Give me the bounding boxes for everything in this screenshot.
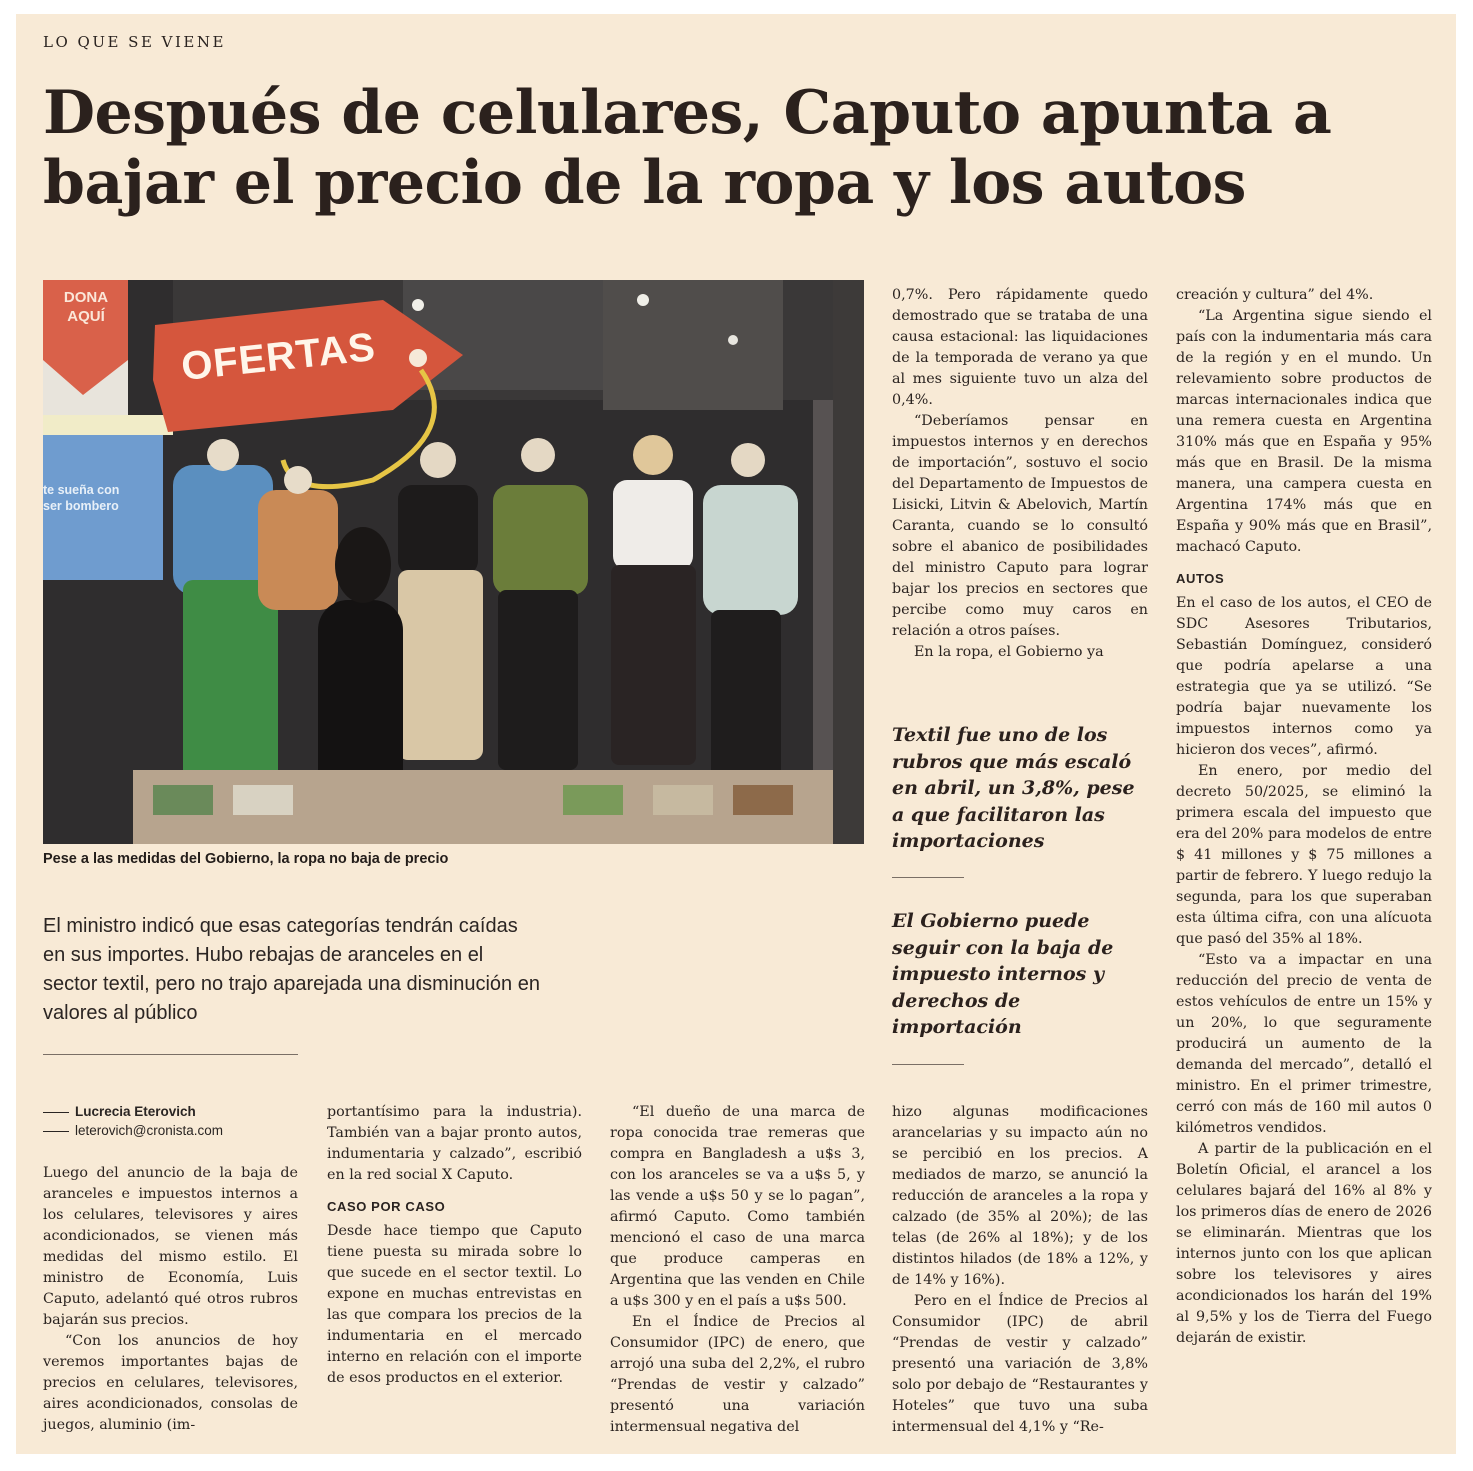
col4-paragraph-3: En la ropa, el Gobierno ya (914, 644, 1104, 660)
pull-quote-2: El Gobierno puede seguir con la baja de impuesto internos y derechos de importación (892, 910, 1114, 1038)
section-tag: LO QUE SE VIENE (43, 33, 226, 51)
byline-dash (43, 1131, 69, 1132)
col5-paragraph-3: En el caso de los autos, el CEO de SDC Asesores Tributarios, Sebastián Domínguez, consideró que podría apelarse a una estrategia que ya se utilizó. “Se podría bajar nuevamente los impuestos internos como ya hicieron dos veces”, afirmó. (1176, 595, 1432, 758)
article-column-4-top (892, 285, 1148, 663)
col5-paragraph-2: “La Argentina sigue siendo el país con la indumentaria más cara de la región y en el mundo. Un relevamiento sobre productos de marcas internacionales indica que una remera cuesta en Argentina 310% más que en España y 95% más que en Brasil. De la misma manera, una campera cuesta en Argentina 174% más que en España y 90% más que en Brasil”, machacó Caputo. (1176, 308, 1432, 555)
article-column-3 (610, 1102, 865, 1438)
byline-dash (43, 1112, 69, 1113)
headline (43, 78, 1343, 218)
back-poster-line-1: te sueña con (43, 483, 120, 497)
article-column-2 (327, 1102, 582, 1389)
dona-aqui-sign (51, 288, 121, 326)
col5-paragraph-1: creación y cultura” del 4%. (1176, 287, 1374, 303)
col1-paragraph-2: “Con los anuncios de hoy veremos importantes bajas de precios en celulares, televisores, aires acondicionados, consolas de juegos, aluminio (im- (43, 1333, 298, 1433)
dona-sign-line-2: AQUÍ (67, 308, 105, 325)
subhead-autos: AUTOS (1176, 571, 1225, 586)
byline-email[interactable]: leterovich@cronista.com (75, 1123, 224, 1138)
deck-divider (43, 1054, 298, 1055)
col4b-paragraph-1: hizo algunas modificaciones arancelarias y su impacto aún no se percibió en los precios. A mediados de marzo, se anunció la reducción de aranceles a la ropa y calzado (de 35% al 20%); de las telas (de 26% al 18%); y de los distintos hilados (de 18% a 12%, y de 14% y 16%). (892, 1104, 1148, 1288)
pull-quote-1: Textil fue uno de los rubros que más escaló en abril, un 3,8%, pese a que facilitaron las importaciones (892, 724, 1135, 852)
subhead-caso-por-caso: CASO POR CASO (327, 1199, 446, 1214)
headline-line-1: Después de celulares, Caputo apunta a (43, 78, 1332, 148)
col5-paragraph-4: En enero, por medio del decreto 50/2025, se eliminó la primera escala del impuesto que era del 20% para modelos de entre $ 41 millones y $ 75 millones a partir de febrero. Y luego redujo la segunda, para los que superaban esta última cifra, con una alícuota que pasó del 35% al 18%. (1176, 763, 1432, 947)
col5-paragraph-6: A partir de la publicación en el Boletín Oficial, el arancel a los celulares bajará del 16% al 8% y los primeros días de enero de 2026 se eliminarán. Mientras que los internos junto con los que aplican sobre los televisores y aires acondicionados los harán del 19% al 9,5% y los de Tierra del Fuego dejarán de existir. (1176, 1141, 1432, 1346)
article-column-5 (1176, 285, 1432, 1349)
byline-author: Lucrecia Eterovich (75, 1104, 196, 1119)
ofertas-sign: OFERTAS (179, 324, 378, 390)
byline-author-row (43, 1104, 223, 1119)
byline (43, 1104, 223, 1138)
article-column-4-bottom (892, 1102, 1148, 1438)
col3-paragraph-1: “El dueño de una marca de ropa conocida trae remeras que compra en Bangladesh a u$s 3, con los aranceles se va a u$s 5, y las vende a u$s 50 y se lo pagan”, afirmó Caputo. Como también mencionó el caso de una marca que produce camperas en Argentina que las venden en Chile a u$s 300 y en el país a u$s 500. (610, 1104, 865, 1309)
dona-sign-line-1: DONA (63, 289, 109, 306)
deck-summary: El ministro indicó que esas categorías tendrán caídas en sus importes. Hubo rebajas de aranceles en el sector textil, pero no trajo aparejada una disminución en valores al público (43, 915, 540, 1024)
col5-paragraph-5: “Esto va a impactar en una reducción del precio de venta de estos vehículos de entre un 15% y un 20%, lo que seguramente producirá un aumento de la demanda del mercado”, detalló el ministro. En el primer trimestre, cerró con más de 160 mil autos 0 kilómetros vendidos. (1176, 952, 1432, 1136)
pull-quote-divider-1 (892, 877, 964, 878)
photo-caption: Pese a las medidas del Gobierno, la ropa no baja de precio (43, 851, 449, 867)
back-poster-text (43, 482, 161, 514)
col1-paragraph-1: Luego del anuncio de la baja de aranceles e impuestos internos a los celulares, televisores y aires acondicionados, se vienen más medidas del mismo estilo. El ministro de Economía, Luis Caputo, adelantó qué otros rubros bajarán sus precios. (43, 1165, 298, 1328)
col2-paragraph-2: Desde hace tiempo que Caputo tiene puesta su mirada sobre lo que sucede en el sector textil. Lo expone en muchas entrevistas en las que compara los precios de la indumentaria en el mercado interno en relación con el importe de esos productos en el exterior. (327, 1223, 582, 1386)
col4b-paragraph-2: Pero en el Índice de Precios al Consumidor (IPC) de abril “Prendas de vestir y calzado” presentó una variación de 3,8% solo por debajo de “Restaurantes y Hoteles” que tuvo una suba intermensual del 4,1% y “Re- (892, 1293, 1148, 1435)
article-column-1 (43, 1163, 298, 1436)
shop-window-photo (43, 280, 864, 844)
col3-paragraph-2: En el Índice de Precios al Consumidor (IPC) de enero, que arrojó una suba del 2,2%, el rubro “Prendas de vestir y calzado” presentó una variación intermensual negativa del (610, 1314, 865, 1435)
col2-paragraph-1: portantísimo para la industria). También van a bajar pronto autos, indumentaria y calzado”, escribió en la red social X Caputo. (327, 1104, 582, 1183)
headline-line-2: bajar el precio de la ropa y los autos (43, 148, 1246, 218)
back-poster-line-2: ser bombero (43, 499, 119, 513)
pull-quote-divider-2 (892, 1064, 964, 1065)
col4-paragraph-1: 0,7%. Pero rápidamente quedo demostrado que se trataba de una causa estacional: las liquidaciones de la temporada de verano ya que al mes siguiente tuvo un alza del 0,4%. (892, 287, 1148, 408)
col4-paragraph-2: “Deberíamos pensar en impuestos internos y en derechos de importación”, sostuvo el socio del Departamento de Impuestos de Lisicki, Litvin & Abelovich, Martín Caranta, cuando se lo consultó sobre el abanico de posibilidades del ministro Caputo para lograr bajar los precios en sectores que percibe como muy caros en relación a otros países. (892, 413, 1148, 639)
byline-email-row[interactable] (43, 1123, 223, 1138)
shop-window-illustration (43, 280, 864, 844)
